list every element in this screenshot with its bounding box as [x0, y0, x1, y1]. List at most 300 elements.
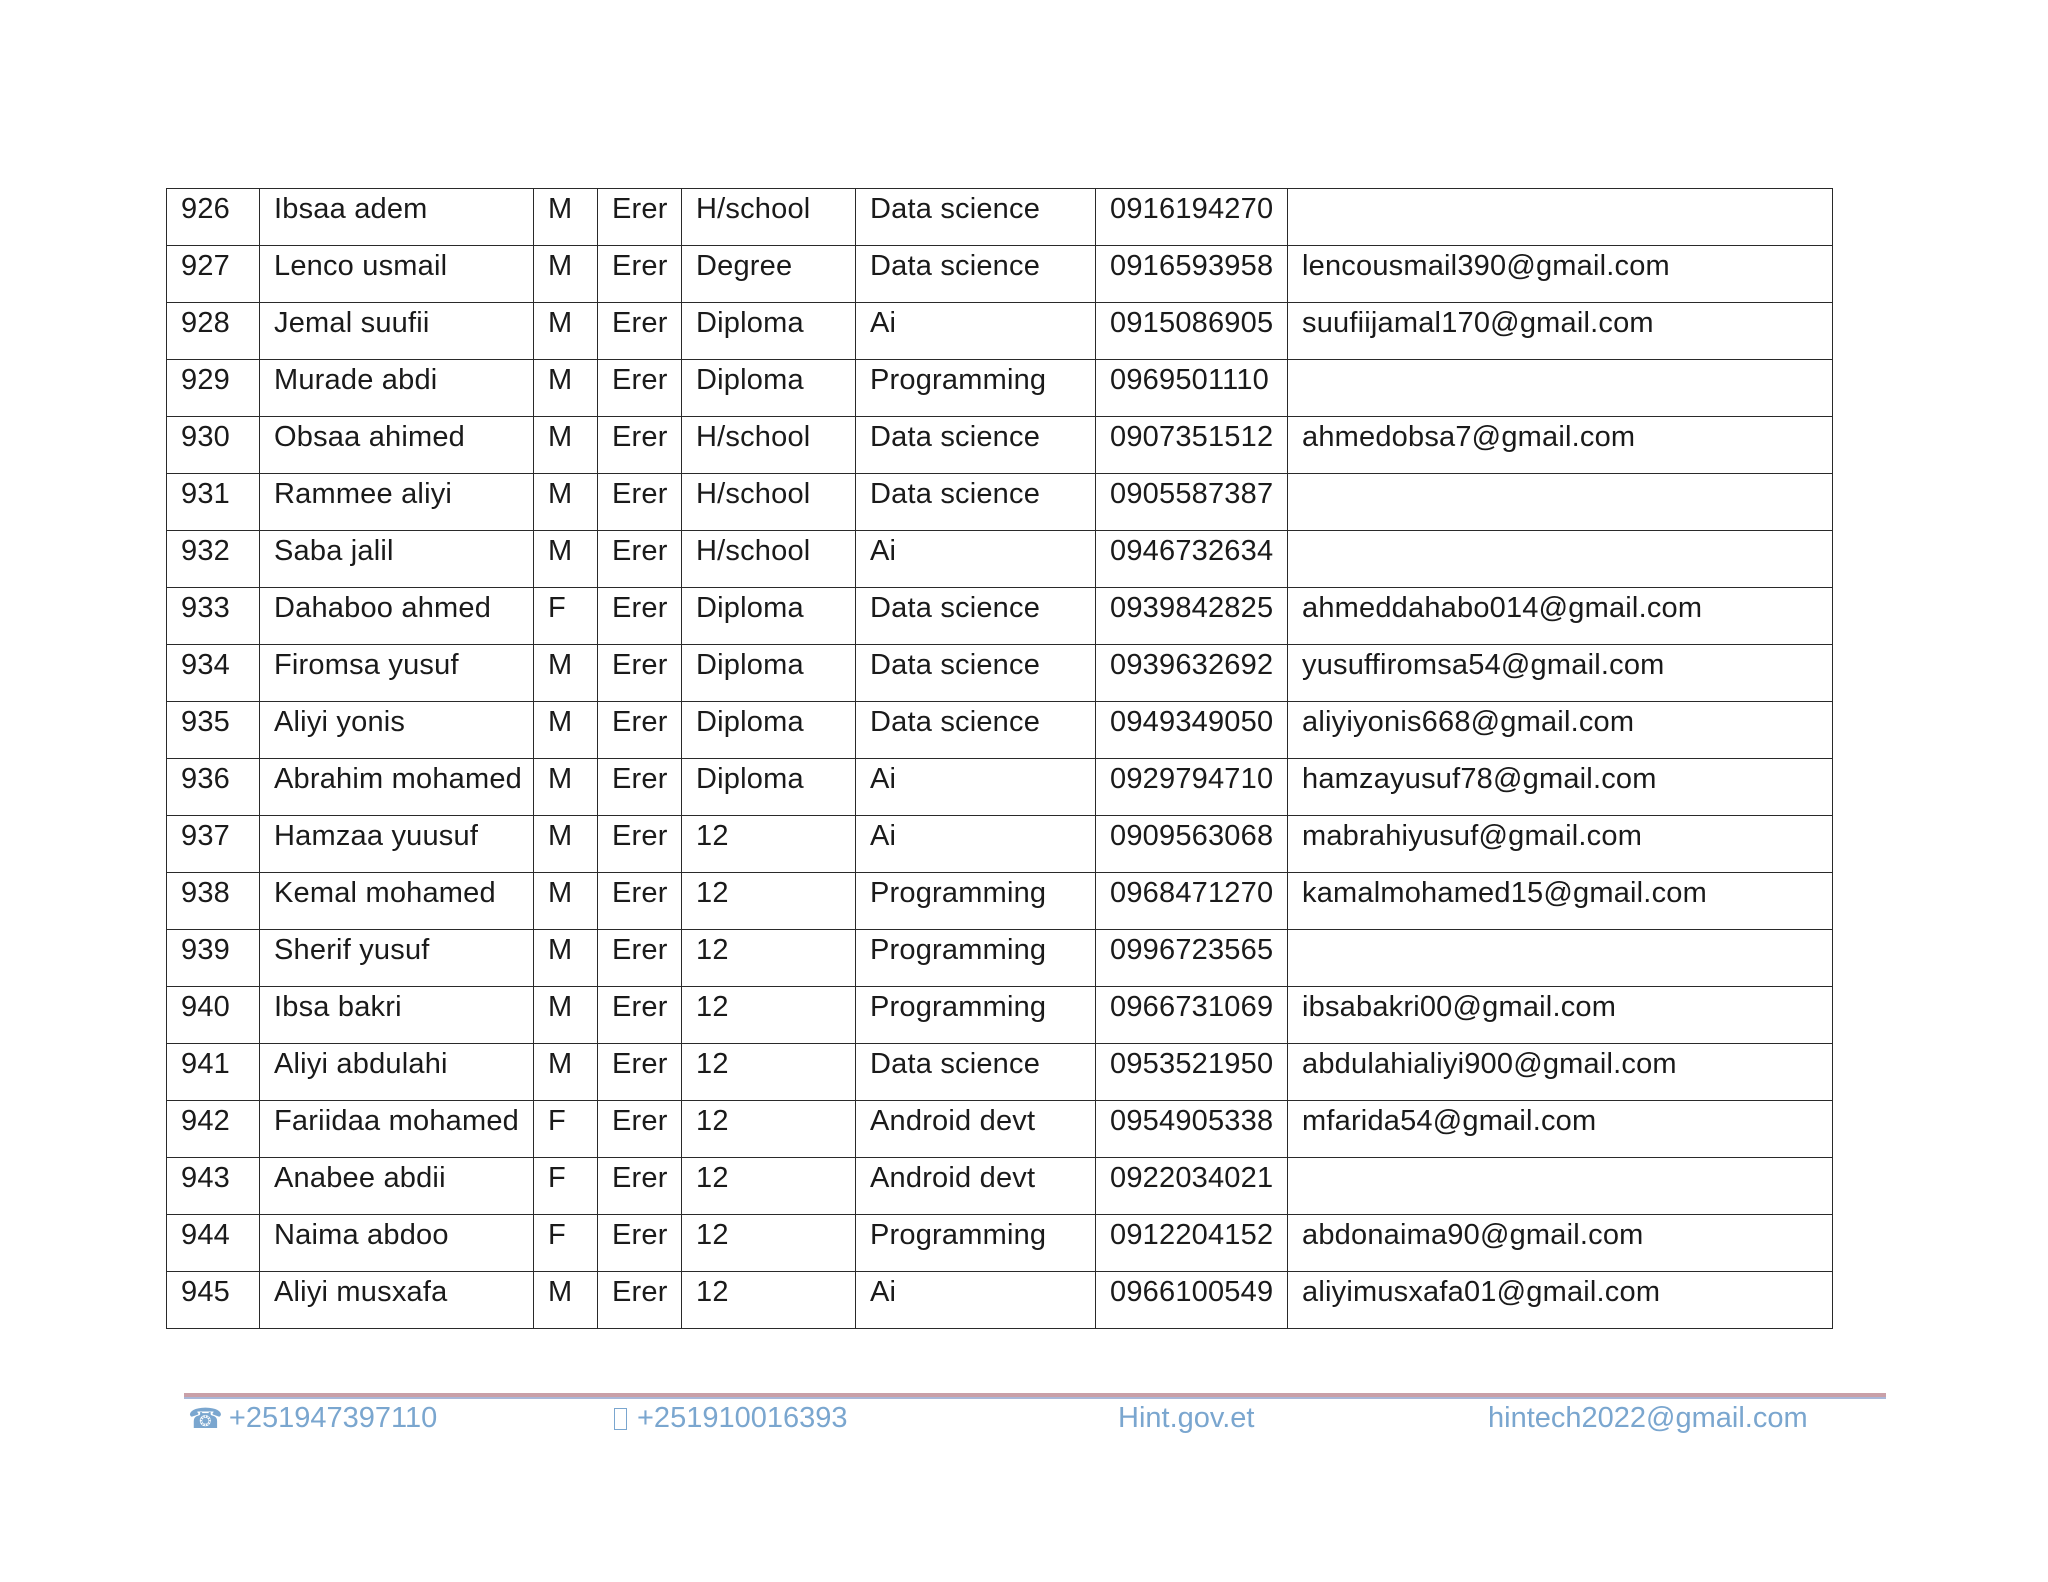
cell-email-text: aliyimusxafa01@gmail.com	[1302, 1276, 1661, 1308]
cell-number-text: 943	[181, 1162, 230, 1194]
cell-name	[260, 759, 534, 816]
cell-location-text: Erer	[612, 877, 668, 909]
cell-field-text: Data science	[870, 250, 1041, 282]
cell-location	[598, 987, 682, 1044]
table-row	[167, 873, 1833, 930]
table-row	[167, 189, 1833, 246]
cell-sex-text: M	[548, 250, 573, 282]
cell-sex	[534, 246, 598, 303]
cell-education-text: 12	[696, 1276, 729, 1308]
cell-phone-text: 0916593958	[1110, 250, 1274, 282]
cell-field-text: Data science	[870, 592, 1041, 624]
cell-email-text	[1302, 1158, 1832, 1159]
cell-name-text: Firomsa yusuf	[274, 649, 459, 681]
cell-phone-text: 0907351512	[1110, 421, 1274, 453]
cell-email	[1288, 1101, 1833, 1158]
cell-field	[856, 873, 1096, 930]
cell-phone	[1096, 588, 1288, 645]
cell-field	[856, 360, 1096, 417]
cell-number	[167, 645, 260, 702]
cell-email	[1288, 1272, 1833, 1329]
cell-phone	[1096, 360, 1288, 417]
cell-email-text	[1302, 531, 1832, 532]
cell-location-text: Erer	[612, 1048, 668, 1080]
footer-phone-primary-text: +251947397110	[228, 1402, 438, 1434]
cell-name-text: Jemal suufii	[274, 307, 430, 339]
cell-name	[260, 1101, 534, 1158]
cell-email-text: ahmedobsa7@gmail.com	[1302, 421, 1636, 453]
cell-sex-text: M	[548, 1048, 573, 1080]
cell-sex-text: M	[548, 364, 573, 396]
cell-number	[167, 1272, 260, 1329]
cell-name	[260, 1215, 534, 1272]
cell-education-text: H/school	[696, 193, 811, 225]
cell-phone-text: 0968471270	[1110, 877, 1274, 909]
cell-name	[260, 303, 534, 360]
cell-education	[682, 417, 856, 474]
cell-sex-text: M	[548, 877, 573, 909]
cell-email	[1288, 246, 1833, 303]
cell-email-text	[1302, 930, 1832, 931]
missing-glyph-icon	[614, 1408, 627, 1430]
cell-education-text: 12	[696, 991, 729, 1023]
cell-sex	[534, 1158, 598, 1215]
cell-phone	[1096, 816, 1288, 873]
cell-phone	[1096, 930, 1288, 987]
cell-name-text: Ibsa bakri	[274, 991, 402, 1023]
cell-education	[682, 1044, 856, 1101]
cell-email-text	[1302, 360, 1832, 361]
cell-phone-text: 0946732634	[1110, 535, 1274, 567]
cell-name	[260, 816, 534, 873]
cell-location	[598, 303, 682, 360]
table-row	[167, 702, 1833, 759]
cell-field	[856, 417, 1096, 474]
footer-phone-primary	[188, 1402, 437, 1435]
cell-field-text: Ai	[870, 763, 897, 795]
cell-education-text: Diploma	[696, 763, 804, 795]
cell-education-text: 12	[696, 1162, 729, 1194]
cell-phone-text: 0966731069	[1110, 991, 1274, 1023]
table-row	[167, 531, 1833, 588]
cell-sex	[534, 474, 598, 531]
cell-number	[167, 1044, 260, 1101]
footer-website-text[interactable]: Hint.gov.et	[1118, 1402, 1255, 1434]
cell-location-text: Erer	[612, 820, 668, 852]
cell-field-text: Programming	[870, 877, 1047, 909]
cell-field	[856, 1272, 1096, 1329]
cell-name-text: Rammee aliyi	[274, 478, 453, 510]
cell-name-text: Abrahim mohamed	[274, 763, 522, 795]
cell-name	[260, 360, 534, 417]
cell-name-text: Naima abdoo	[274, 1219, 449, 1251]
cell-education-text: 12	[696, 1105, 729, 1137]
cell-name-text: Obsaa ahimed	[274, 421, 466, 453]
cell-name	[260, 930, 534, 987]
table-row	[167, 1044, 1833, 1101]
cell-name-text: Anabee abdii	[274, 1162, 446, 1194]
cell-education-text: Degree	[696, 250, 793, 282]
cell-education	[682, 189, 856, 246]
cell-name-text: Lenco usmail	[274, 250, 448, 282]
cell-field-text: Data science	[870, 193, 1041, 225]
cell-email	[1288, 930, 1833, 987]
cell-number-text: 927	[181, 250, 230, 282]
table-row	[167, 303, 1833, 360]
cell-phone	[1096, 474, 1288, 531]
cell-email-text: yusuffiromsa54@gmail.com	[1302, 649, 1665, 681]
cell-location-text: Erer	[612, 1219, 668, 1251]
table-row	[167, 1101, 1833, 1158]
cell-education-text: Diploma	[696, 706, 804, 738]
cell-phone	[1096, 417, 1288, 474]
cell-education	[682, 759, 856, 816]
cell-education	[682, 474, 856, 531]
cell-number-text: 944	[181, 1219, 230, 1251]
cell-phone	[1096, 1158, 1288, 1215]
cell-email-text: ahmeddahabo014@gmail.com	[1302, 592, 1703, 624]
cell-location	[598, 1215, 682, 1272]
cell-sex	[534, 873, 598, 930]
cell-location-text: Erer	[612, 991, 668, 1023]
cell-email-text: kamalmohamed15@gmail.com	[1302, 877, 1707, 909]
cell-sex	[534, 930, 598, 987]
cell-number	[167, 1158, 260, 1215]
cell-sex	[534, 1215, 598, 1272]
cell-phone-text: 0909563068	[1110, 820, 1274, 852]
cell-name	[260, 1044, 534, 1101]
cell-location-text: Erer	[612, 193, 668, 225]
cell-location	[598, 246, 682, 303]
table-row	[167, 1158, 1833, 1215]
cell-email	[1288, 360, 1833, 417]
cell-email	[1288, 1044, 1833, 1101]
cell-field	[856, 702, 1096, 759]
cell-field-text: Data science	[870, 1048, 1041, 1080]
footer-divider-bottom-line	[184, 1397, 1886, 1399]
cell-email	[1288, 417, 1833, 474]
cell-field-text: Programming	[870, 364, 1047, 396]
cell-number-text: 939	[181, 934, 230, 966]
cell-name	[260, 189, 534, 246]
cell-name-text: Aliyi musxafa	[274, 1276, 448, 1308]
cell-sex-text: M	[548, 535, 573, 567]
cell-sex	[534, 303, 598, 360]
footer-phone-secondary-text: +251910016393	[637, 1402, 848, 1434]
cell-email	[1288, 759, 1833, 816]
cell-number-text: 934	[181, 649, 230, 681]
cell-number-text: 933	[181, 592, 230, 624]
cell-education-text: Diploma	[696, 364, 804, 396]
cell-field	[856, 816, 1096, 873]
cell-education	[682, 360, 856, 417]
cell-education	[682, 303, 856, 360]
footer-website[interactable]	[1118, 1402, 1254, 1435]
cell-education	[682, 246, 856, 303]
cell-number-text: 938	[181, 877, 230, 909]
cell-email	[1288, 702, 1833, 759]
cell-education	[682, 987, 856, 1044]
cell-number	[167, 474, 260, 531]
cell-location-text: Erer	[612, 250, 668, 282]
cell-email	[1288, 987, 1833, 1044]
footer-phone-secondary	[614, 1402, 847, 1435]
cell-sex-text: M	[548, 478, 573, 510]
cell-name-text: Saba jalil	[274, 535, 394, 567]
cell-email-text: suufiijamal170@gmail.com	[1302, 307, 1654, 339]
cell-location-text: Erer	[612, 649, 668, 681]
cell-education	[682, 930, 856, 987]
cell-number	[167, 873, 260, 930]
cell-name-text: Murade abdi	[274, 364, 438, 396]
cell-name	[260, 1158, 534, 1215]
cell-sex-text: F	[548, 1105, 566, 1137]
cell-name	[260, 645, 534, 702]
cell-location	[598, 702, 682, 759]
table-row	[167, 645, 1833, 702]
cell-location	[598, 1101, 682, 1158]
cell-name-text: Kemal mohamed	[274, 877, 496, 909]
cell-email	[1288, 1158, 1833, 1215]
cell-name	[260, 987, 534, 1044]
cell-location	[598, 474, 682, 531]
cell-location-text: Erer	[612, 307, 668, 339]
cell-sex-text: M	[548, 820, 573, 852]
cell-phone-text: 0953521950	[1110, 1048, 1274, 1080]
cell-location	[598, 816, 682, 873]
cell-education-text: H/school	[696, 421, 811, 453]
cell-sex-text: F	[548, 592, 566, 624]
cell-number	[167, 588, 260, 645]
cell-phone	[1096, 873, 1288, 930]
cell-phone	[1096, 303, 1288, 360]
cell-email	[1288, 645, 1833, 702]
cell-location-text: Erer	[612, 1105, 668, 1137]
cell-sex	[534, 1044, 598, 1101]
table-row	[167, 417, 1833, 474]
telephone-icon: ☎	[188, 1402, 223, 1434]
cell-phone	[1096, 246, 1288, 303]
cell-sex	[534, 1272, 598, 1329]
cell-number-text: 936	[181, 763, 230, 795]
cell-phone-text: 0922034021	[1110, 1162, 1274, 1194]
cell-location-text: Erer	[612, 1276, 668, 1308]
cell-email-text: abdulahialiyi900@gmail.com	[1302, 1048, 1677, 1080]
cell-field	[856, 930, 1096, 987]
cell-field-text: Programming	[870, 934, 1047, 966]
cell-email	[1288, 531, 1833, 588]
cell-number-text: 928	[181, 307, 230, 339]
cell-phone	[1096, 531, 1288, 588]
cell-sex-text: M	[548, 706, 573, 738]
cell-email-text: mfarida54@gmail.com	[1302, 1105, 1597, 1137]
cell-number	[167, 816, 260, 873]
cell-phone-text: 0996723565	[1110, 934, 1274, 966]
cell-education	[682, 645, 856, 702]
cell-field	[856, 189, 1096, 246]
cell-sex	[534, 645, 598, 702]
cell-education	[682, 1101, 856, 1158]
cell-sex	[534, 189, 598, 246]
cell-name-text: Ibsaa adem	[274, 193, 428, 225]
cell-name-text: Dahaboo ahmed	[274, 592, 492, 624]
cell-education-text: H/school	[696, 535, 811, 567]
cell-education-text: 12	[696, 877, 729, 909]
cell-sex	[534, 1101, 598, 1158]
cell-education	[682, 531, 856, 588]
cell-email	[1288, 1215, 1833, 1272]
cell-location-text: Erer	[612, 478, 668, 510]
cell-sex-text: M	[548, 934, 573, 966]
cell-field-text: Ai	[870, 307, 897, 339]
cell-location-text: Erer	[612, 934, 668, 966]
cell-education-text: 12	[696, 1219, 729, 1251]
cell-sex	[534, 816, 598, 873]
cell-number	[167, 189, 260, 246]
cell-number	[167, 1215, 260, 1272]
cell-field	[856, 1158, 1096, 1215]
cell-sex-text: M	[548, 307, 573, 339]
table-row	[167, 930, 1833, 987]
cell-name-text: Sherif yusuf	[274, 934, 430, 966]
student-roster-table	[166, 188, 1833, 1329]
cell-number	[167, 417, 260, 474]
cell-education-text: 12	[696, 1048, 729, 1080]
cell-phone-text: 0905587387	[1110, 478, 1274, 510]
cell-sex	[534, 759, 598, 816]
cell-email	[1288, 873, 1833, 930]
footer-email-text[interactable]: hintech2022@gmail.com	[1488, 1402, 1808, 1434]
cell-location	[598, 1044, 682, 1101]
cell-field-text: Ai	[870, 820, 897, 852]
table-row	[167, 987, 1833, 1044]
cell-email-text	[1302, 189, 1832, 190]
cell-field-text: Data science	[870, 421, 1041, 453]
cell-number-text: 945	[181, 1276, 230, 1308]
cell-phone-text: 0912204152	[1110, 1219, 1274, 1251]
cell-phone	[1096, 189, 1288, 246]
cell-field	[856, 531, 1096, 588]
table-row	[167, 588, 1833, 645]
cell-phone-text: 0916194270	[1110, 193, 1274, 225]
cell-phone	[1096, 645, 1288, 702]
cell-phone	[1096, 1272, 1288, 1329]
cell-education	[682, 702, 856, 759]
cell-field-text: Data science	[870, 649, 1041, 681]
cell-education-text: 12	[696, 820, 729, 852]
cell-location-text: Erer	[612, 1162, 668, 1194]
cell-email-text: aliyiyonis668@gmail.com	[1302, 706, 1635, 738]
cell-name-text: Aliyi yonis	[274, 706, 406, 738]
cell-email-text: ibsabakri00@gmail.com	[1302, 991, 1617, 1023]
cell-sex-text: F	[548, 1162, 566, 1194]
cell-sex-text: M	[548, 1276, 573, 1308]
cell-education	[682, 588, 856, 645]
cell-location-text: Erer	[612, 364, 668, 396]
cell-number-text: 935	[181, 706, 230, 738]
cell-email-text: hamzayusuf78@gmail.com	[1302, 763, 1657, 795]
table-row	[167, 246, 1833, 303]
cell-phone-text: 0969501110	[1110, 364, 1269, 396]
cell-phone-text: 0954905338	[1110, 1105, 1274, 1137]
cell-name	[260, 873, 534, 930]
cell-name	[260, 702, 534, 759]
cell-phone	[1096, 1044, 1288, 1101]
footer-email[interactable]	[1488, 1402, 1808, 1435]
cell-sex-text: M	[548, 991, 573, 1023]
cell-location-text: Erer	[612, 592, 668, 624]
cell-number-text: 932	[181, 535, 230, 567]
cell-field	[856, 987, 1096, 1044]
table-row	[167, 816, 1833, 873]
table-row	[167, 360, 1833, 417]
cell-education-text: H/school	[696, 478, 811, 510]
cell-phone	[1096, 1215, 1288, 1272]
cell-location-text: Erer	[612, 421, 668, 453]
cell-email	[1288, 303, 1833, 360]
cell-location	[598, 189, 682, 246]
cell-field	[856, 246, 1096, 303]
cell-location	[598, 1158, 682, 1215]
cell-location	[598, 930, 682, 987]
cell-email	[1288, 189, 1833, 246]
cell-location-text: Erer	[612, 535, 668, 567]
cell-number-text: 929	[181, 364, 230, 396]
cell-education	[682, 1215, 856, 1272]
cell-email-text: lencousmail390@gmail.com	[1302, 250, 1670, 282]
roster-body	[167, 189, 1833, 1329]
cell-name-text: Aliyi abdulahi	[274, 1048, 448, 1080]
cell-sex	[534, 702, 598, 759]
cell-location	[598, 645, 682, 702]
cell-field	[856, 588, 1096, 645]
cell-sex	[534, 987, 598, 1044]
cell-education-text: Diploma	[696, 649, 804, 681]
cell-number	[167, 759, 260, 816]
cell-sex	[534, 360, 598, 417]
cell-field-text: Programming	[870, 1219, 1047, 1251]
cell-phone-text: 0915086905	[1110, 307, 1274, 339]
cell-number	[167, 531, 260, 588]
cell-education	[682, 1272, 856, 1329]
cell-phone	[1096, 987, 1288, 1044]
cell-name	[260, 474, 534, 531]
cell-sex	[534, 531, 598, 588]
cell-field-text: Programming	[870, 991, 1047, 1023]
cell-sex-text: F	[548, 1219, 566, 1251]
cell-education-text: 12	[696, 934, 729, 966]
cell-field-text: Ai	[870, 1276, 897, 1308]
cell-email-text: mabrahiyusuf@gmail.com	[1302, 820, 1643, 852]
cell-number	[167, 360, 260, 417]
cell-phone	[1096, 702, 1288, 759]
cell-email	[1288, 474, 1833, 531]
cell-name	[260, 417, 534, 474]
cell-email-text: abdonaima90@gmail.com	[1302, 1219, 1644, 1251]
cell-email	[1288, 588, 1833, 645]
cell-location-text: Erer	[612, 763, 668, 795]
cell-location	[598, 531, 682, 588]
cell-name	[260, 588, 534, 645]
cell-phone-text: 0929794710	[1110, 763, 1274, 795]
table-row	[167, 1215, 1833, 1272]
cell-field-text: Ai	[870, 535, 897, 567]
cell-number	[167, 1101, 260, 1158]
cell-education	[682, 873, 856, 930]
cell-number	[167, 246, 260, 303]
table-row	[167, 759, 1833, 816]
cell-phone	[1096, 759, 1288, 816]
